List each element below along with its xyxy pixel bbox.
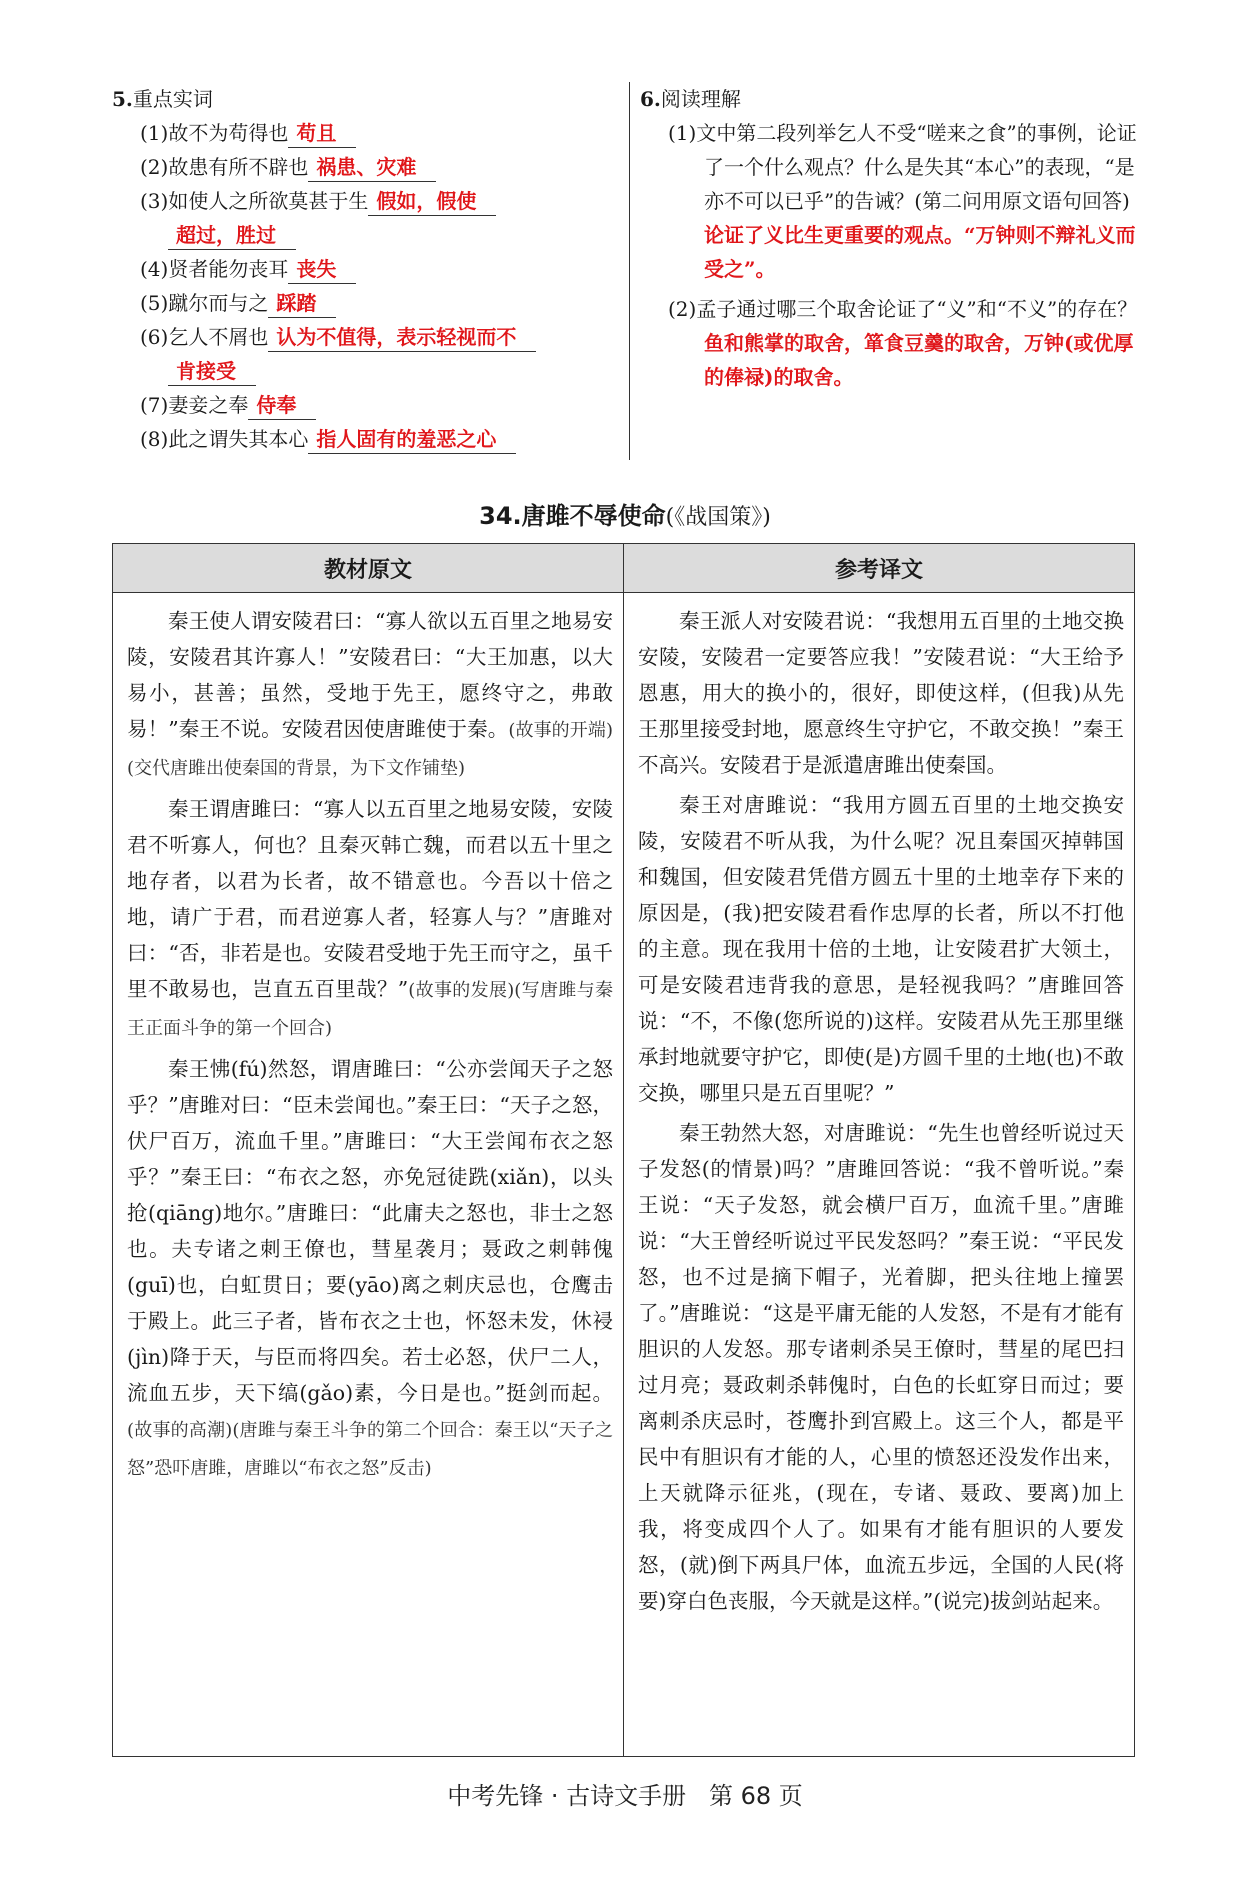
header-translation: 参考译文 xyxy=(834,557,923,583)
vocab-answer: 指人固有的羞恶之心 xyxy=(308,425,516,454)
page-number: 第 68 页 xyxy=(708,1782,803,1810)
original-text-cell xyxy=(113,593,624,1756)
answer-2: 鱼和熊掌的取舍，箪食豆羹的取舍，万钟(或优厚的俸禄)的取舍。 xyxy=(704,331,1134,389)
annotation: (故事的发展)(写唐雎与秦王正面斗争的第一个回合) xyxy=(127,980,613,1039)
vocab-answer-cont: 肯接受 xyxy=(168,357,256,386)
vocab-item: (4)贤者能勿丧耳 丧失 xyxy=(140,252,617,286)
annotation: (故事的开端)(交代唐雎出使秦国的背景，为下文作铺垫) xyxy=(127,720,613,779)
table-header xyxy=(113,544,1134,593)
header-original: 教材原文 xyxy=(113,544,624,592)
article-source: (《战国策》) xyxy=(665,505,771,530)
annotation: (故事的高潮)(唐雎与秦王斗争的第二个回合：秦王以“天子之怒”恐吓唐雎，唐雎以“布衣之怒”反击) xyxy=(127,1420,613,1479)
vocab-answer: 踩踏 xyxy=(268,289,336,318)
section-5 xyxy=(112,82,617,456)
translation-cell xyxy=(624,593,1134,1756)
original-paragraph: 秦王谓唐雎曰：“寡人以五百里之地易安陵，安陵君不听寡人，何也？且秦灭韩亡魏，而君以五十里之地存者，以君为长者，故不错意也。今吾以十倍之地，请广于君，而君逆寡人者，轻寡人与？”唐雎对曰：“否，非若是也。安陵君受地于先王而守之，虽千里不敢易也，岂直五百里哉？”(故事的发展)(写唐雎与秦王正面斗争的第一个回合) xyxy=(127,797,613,1039)
vocab-answer: 祸患、灾难 xyxy=(308,153,436,182)
original-paragraph: 秦王怫(fú)然怒，谓唐雎曰：“公亦尝闻天子之怒乎？”唐雎对曰：“臣未尝闻也。”秦王曰：“天子之怒，伏尸百万，流血千里。”唐雎曰：“大王尝闻布衣之怒乎？”秦王曰：“布衣之怒，亦免冠徒跣(xiǎn)，以头抢(qiāng)地尔。”唐雎曰：“此庸夫之怒也，非士之怒也。夫专诸之刺王僚也，彗星袭月；聂政之刺韩傀(guī)也，白虹贯日；要(yāo)离之刺庆忌也，仓鹰击于殿上。此三子者，皆布衣之士也，怀怒未发，休祲(jìn)降于天，与臣而将四矣。若士必怒，伏尸二人，流血五步，天下缟(gǎo)素，今日是也。”挺剑而起。(故事的高潮)(唐雎与秦王斗争的第二个回合：秦王以“天子之怒”恐吓唐雎，唐雎以“布衣之怒”反击) xyxy=(127,1057,613,1479)
answer-1: 论证了义比生更重要的观点。“万钟则不辩礼义而受之”。 xyxy=(704,223,1136,281)
question-2: (2)孟子通过哪三个取舍论证了“义”和“不义”的存在？ xyxy=(668,297,1138,321)
vocab-answer: 假如，假使 xyxy=(368,187,496,216)
section-6-title: 6.阅读理解 xyxy=(640,87,741,111)
table-body xyxy=(113,593,1134,1756)
article-title: 34.唐雎不辱使命(《战国策》) xyxy=(479,502,771,530)
vocab-item: (8)此之谓失其本心 指人固有的羞恶之心 xyxy=(140,422,617,456)
section-5-title: 5.重点实词 xyxy=(112,87,213,111)
section-6 xyxy=(640,82,1140,400)
vocab-answer: 苟且 xyxy=(288,119,356,148)
translation-paragraph: 秦王勃然大怒，对唐雎说：“先生也曾经听说过天子发怒(的情景)吗？”唐雎回答说：“我不曾听说。”秦王说：“天子发怒，就会横尸百万，血流千里。”唐雎说：“大王曾经听说过平民发怒吗？”秦王说：“平民发怒，也不过是摘下帽子，光着脚，把头往地上撞罢了。”唐雎说：“这是平庸无能的人发怒，不是有才能有胆识的人发怒。那专诸刺杀吴王僚时，彗星的尾巴扫过月亮；聂政刺杀韩傀时，白色的长虹穿日而过；要离刺杀庆忌时，苍鹰扑到宫殿上。这三个人，都是平民中有胆识有才能的人，心里的愤怒还没发作出来，上天就降示征兆，(现在，专诸、聂政、要离)加上我，将变成四个人了。如果有才能有胆识的人要发怒，(就)倒下两具尸体，血流五步远，全国的人民(将要)穿白色丧服，今天就是这样。”(说完)拔剑站起来。 xyxy=(638,1121,1124,1613)
vocab-item: (3)如使人之所欲莫甚于生 假如，假使 超过，胜过 xyxy=(140,184,617,252)
page-footer xyxy=(0,1780,1250,1812)
exercise-area xyxy=(112,82,1142,477)
original-paragraph: 秦王使人谓安陵君曰：“寡人欲以五百里之地易安陵，安陵君其许寡人！”安陵君曰：“大王加惠，以大易小，甚善；虽然，受地于先王，愿终守之，弗敢易！”秦王不说。安陵君因使唐雎使于秦。(故事的开端)(交代唐雎出使秦国的背景，为下文作铺垫) xyxy=(127,609,613,779)
vocab-item: (5)蹴尔而与之 踩踏 xyxy=(140,286,617,320)
question-1: (1)文中第二段列举乞人不受“嗟来之食”的事例，论证了一个什么观点？什么是失其“本心”的表现，“是亦不可以已乎”的告诫？(第二问用原文语句回答) xyxy=(668,121,1137,213)
vocab-list xyxy=(112,116,617,456)
vocab-item: (1)故不为苟得也 苟且 xyxy=(140,116,617,150)
translation-paragraph: 秦王派人对安陵君说：“我想用五百里的土地交换安陵，安陵君一定要答应我！”安陵君说：“大王给予恩惠，用大的换小的，很好，即使这样，(但我)从先王那里接受封地，愿意终生守护它，不敢交换！”秦王不高兴。安陵君于是派遣唐雎出使秦国。 xyxy=(638,609,1124,777)
vocab-item: (6)乞人不屑也 认为不值得，表示轻视而不 肯接受 xyxy=(140,320,617,388)
text-translation-table xyxy=(112,543,1135,1757)
vocab-answer: 认为不值得，表示轻视而不 xyxy=(268,323,536,352)
vocab-answer: 丧失 xyxy=(288,255,356,284)
vocab-item: (7)妻妾之奉 侍奉 xyxy=(140,388,617,422)
column-divider xyxy=(629,82,630,460)
translation-paragraph: 秦王对唐雎说：“我用方圆五百里的土地交换安陵，安陵君不听从我，为什么呢？况且秦国灭掉韩国和魏国，但安陵君凭借方圆五十里的土地幸存下来的原因是，(我)把安陵君看作忠厚的长者，所以不打他的主意。现在我用十倍的土地，让安陵君扩大领土，可是安陵君违背我的意思，是轻视我吗？”唐雎回答说：“不，不像(您所说的)这样。安陵君从先王那里继承封地就要守护它，即使(是)方圆千里的土地(也)不敢交换，哪里只是五百里呢？” xyxy=(638,793,1124,1105)
vocab-item: (2)故患有所不辟也 祸患、灾难 xyxy=(140,150,617,184)
book-title: 中考先锋 · 古诗文手册 xyxy=(447,1782,687,1810)
vocab-answer-cont: 超过，胜过 xyxy=(168,221,296,250)
vocab-answer: 侍奉 xyxy=(248,391,316,420)
